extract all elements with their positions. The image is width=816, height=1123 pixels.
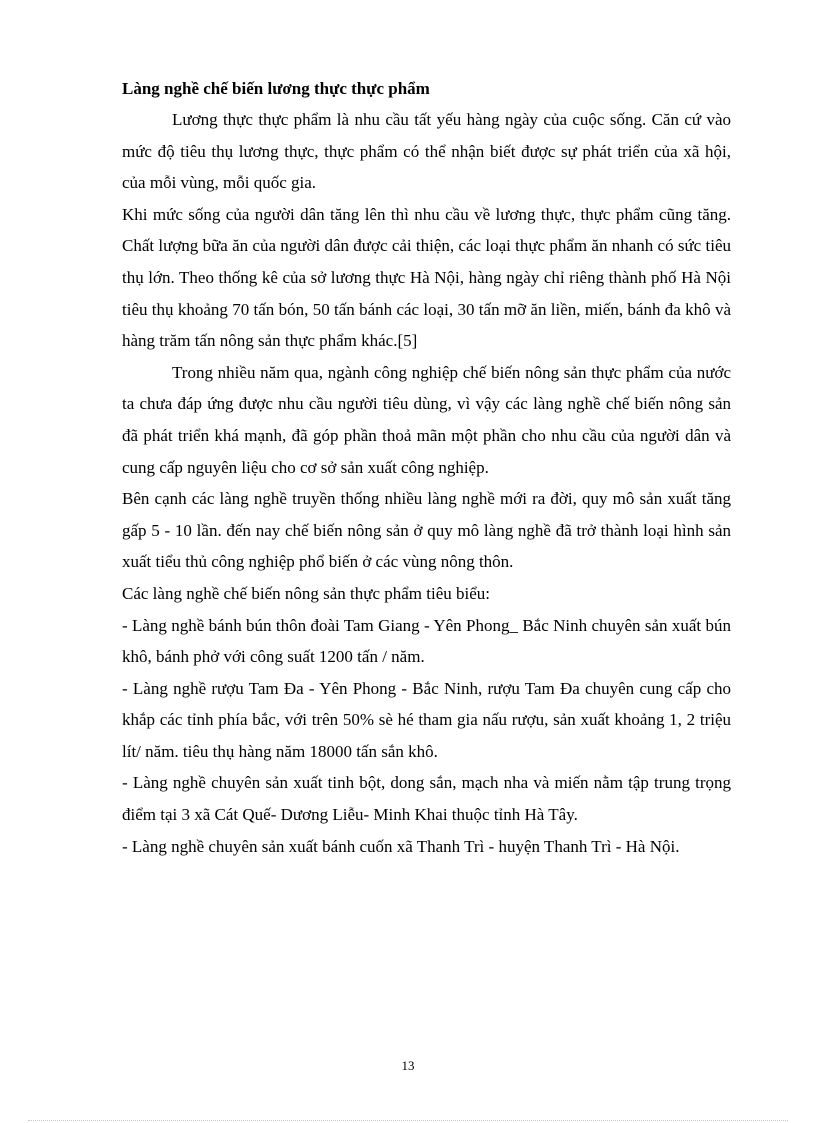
page-number: 13 bbox=[401, 1058, 415, 1073]
list-item-tinh-bot: - Làng nghề chuyên sản xuất tinh bột, dong sắn, mạch nha và miến nằm tập trung trọng điểm tại 3 xã Cát Quế- Dương Liễu- Minh Khai thuộc tỉnh Hà Tây. bbox=[122, 773, 731, 825]
footer-divider bbox=[28, 1120, 788, 1121]
list-item-tam-giang: - Làng nghề bánh bún thôn đoài Tam Giang - Yên Phong_ Bắc Ninh chuyên sản xuất bún khô, bánh phở với công suất 1200 tấn / năm. bbox=[122, 615, 731, 667]
page-content bbox=[122, 78, 731, 862]
paragraph-list-intro: Các làng nghề chế biến nông sản thực phẩm tiêu biểu: bbox=[122, 583, 490, 603]
list-item-tam-da: - Làng nghề rượu Tam Đa - Yên Phong - Bắc Ninh, rượu Tam Đa chuyên cung cấp cho khắp các tỉnh phía bắc, với trên 50% sè hé tham gia nấu rượu, sản xuất khoảng 1, 2 triệu lít/ năm. tiêu thụ hàng năm 18000 tấn sắn khô. bbox=[122, 678, 731, 761]
paragraph-living-standard: Khi mức sống của người dân tăng lên thì nhu cầu về lương thực, thực phẩm cũng tăng. Chất lượng bữa ăn của người dân được cải thiện, các loại thực phẩm ăn nhanh có sức tiêu thụ lớn. Theo thống kê của sở lương thực Hà Nội, hàng ngày chỉ riêng thành phố Hà Nội tiêu thụ khoảng 70 tấn bón, 50 tấn bánh các loại, 30 tấn mỡ ăn liền, miến, bánh đa khô và hàng trăm tấn nông sản thực phẩm khác.[5] bbox=[122, 204, 731, 351]
paragraph-new-villages: Bên cạnh các làng nghề truyền thống nhiều làng nghề mới ra đời, quy mô sản xuất tăng gấp 5 - 10 lần. đến nay chế biến nông sản ở quy mô làng nghề đã trở thành loại hình sản xuất tiểu thủ công nghiệp phổ biến ở các vùng nông thôn. bbox=[122, 489, 731, 572]
list-item-thanh-tri: - Làng nghề chuyên sản xuất bánh cuốn xã Thanh Trì - huyện Thanh Trì - Hà Nội. bbox=[122, 836, 680, 856]
paragraph-intro: Lương thực thực phẩm là nhu cầu tất yếu hàng ngày của cuộc sống. Căn cứ vào mức độ tiêu thụ lương thực, thực phẩm có thể nhận biết được sự phát triển của xã hội, của mỗi vùng, mỗi quốc gia. bbox=[122, 110, 731, 193]
section-heading: Làng nghề chế biến lương thực thực phẩm bbox=[122, 79, 430, 98]
paragraph-industry: Trong nhiều năm qua, ngành công nghiệp chế biến nông sản thực phẩm của nước ta chưa đáp ứng được nhu cầu người tiêu dùng, vì vậy các làng nghề chế biến nông sản đã phát triển khá mạnh, đã góp phần thoả mãn một phần cho nhu cầu của người dân và cung cấp nguyên liệu cho cơ sở sản xuất công nghiệp. bbox=[122, 362, 731, 477]
